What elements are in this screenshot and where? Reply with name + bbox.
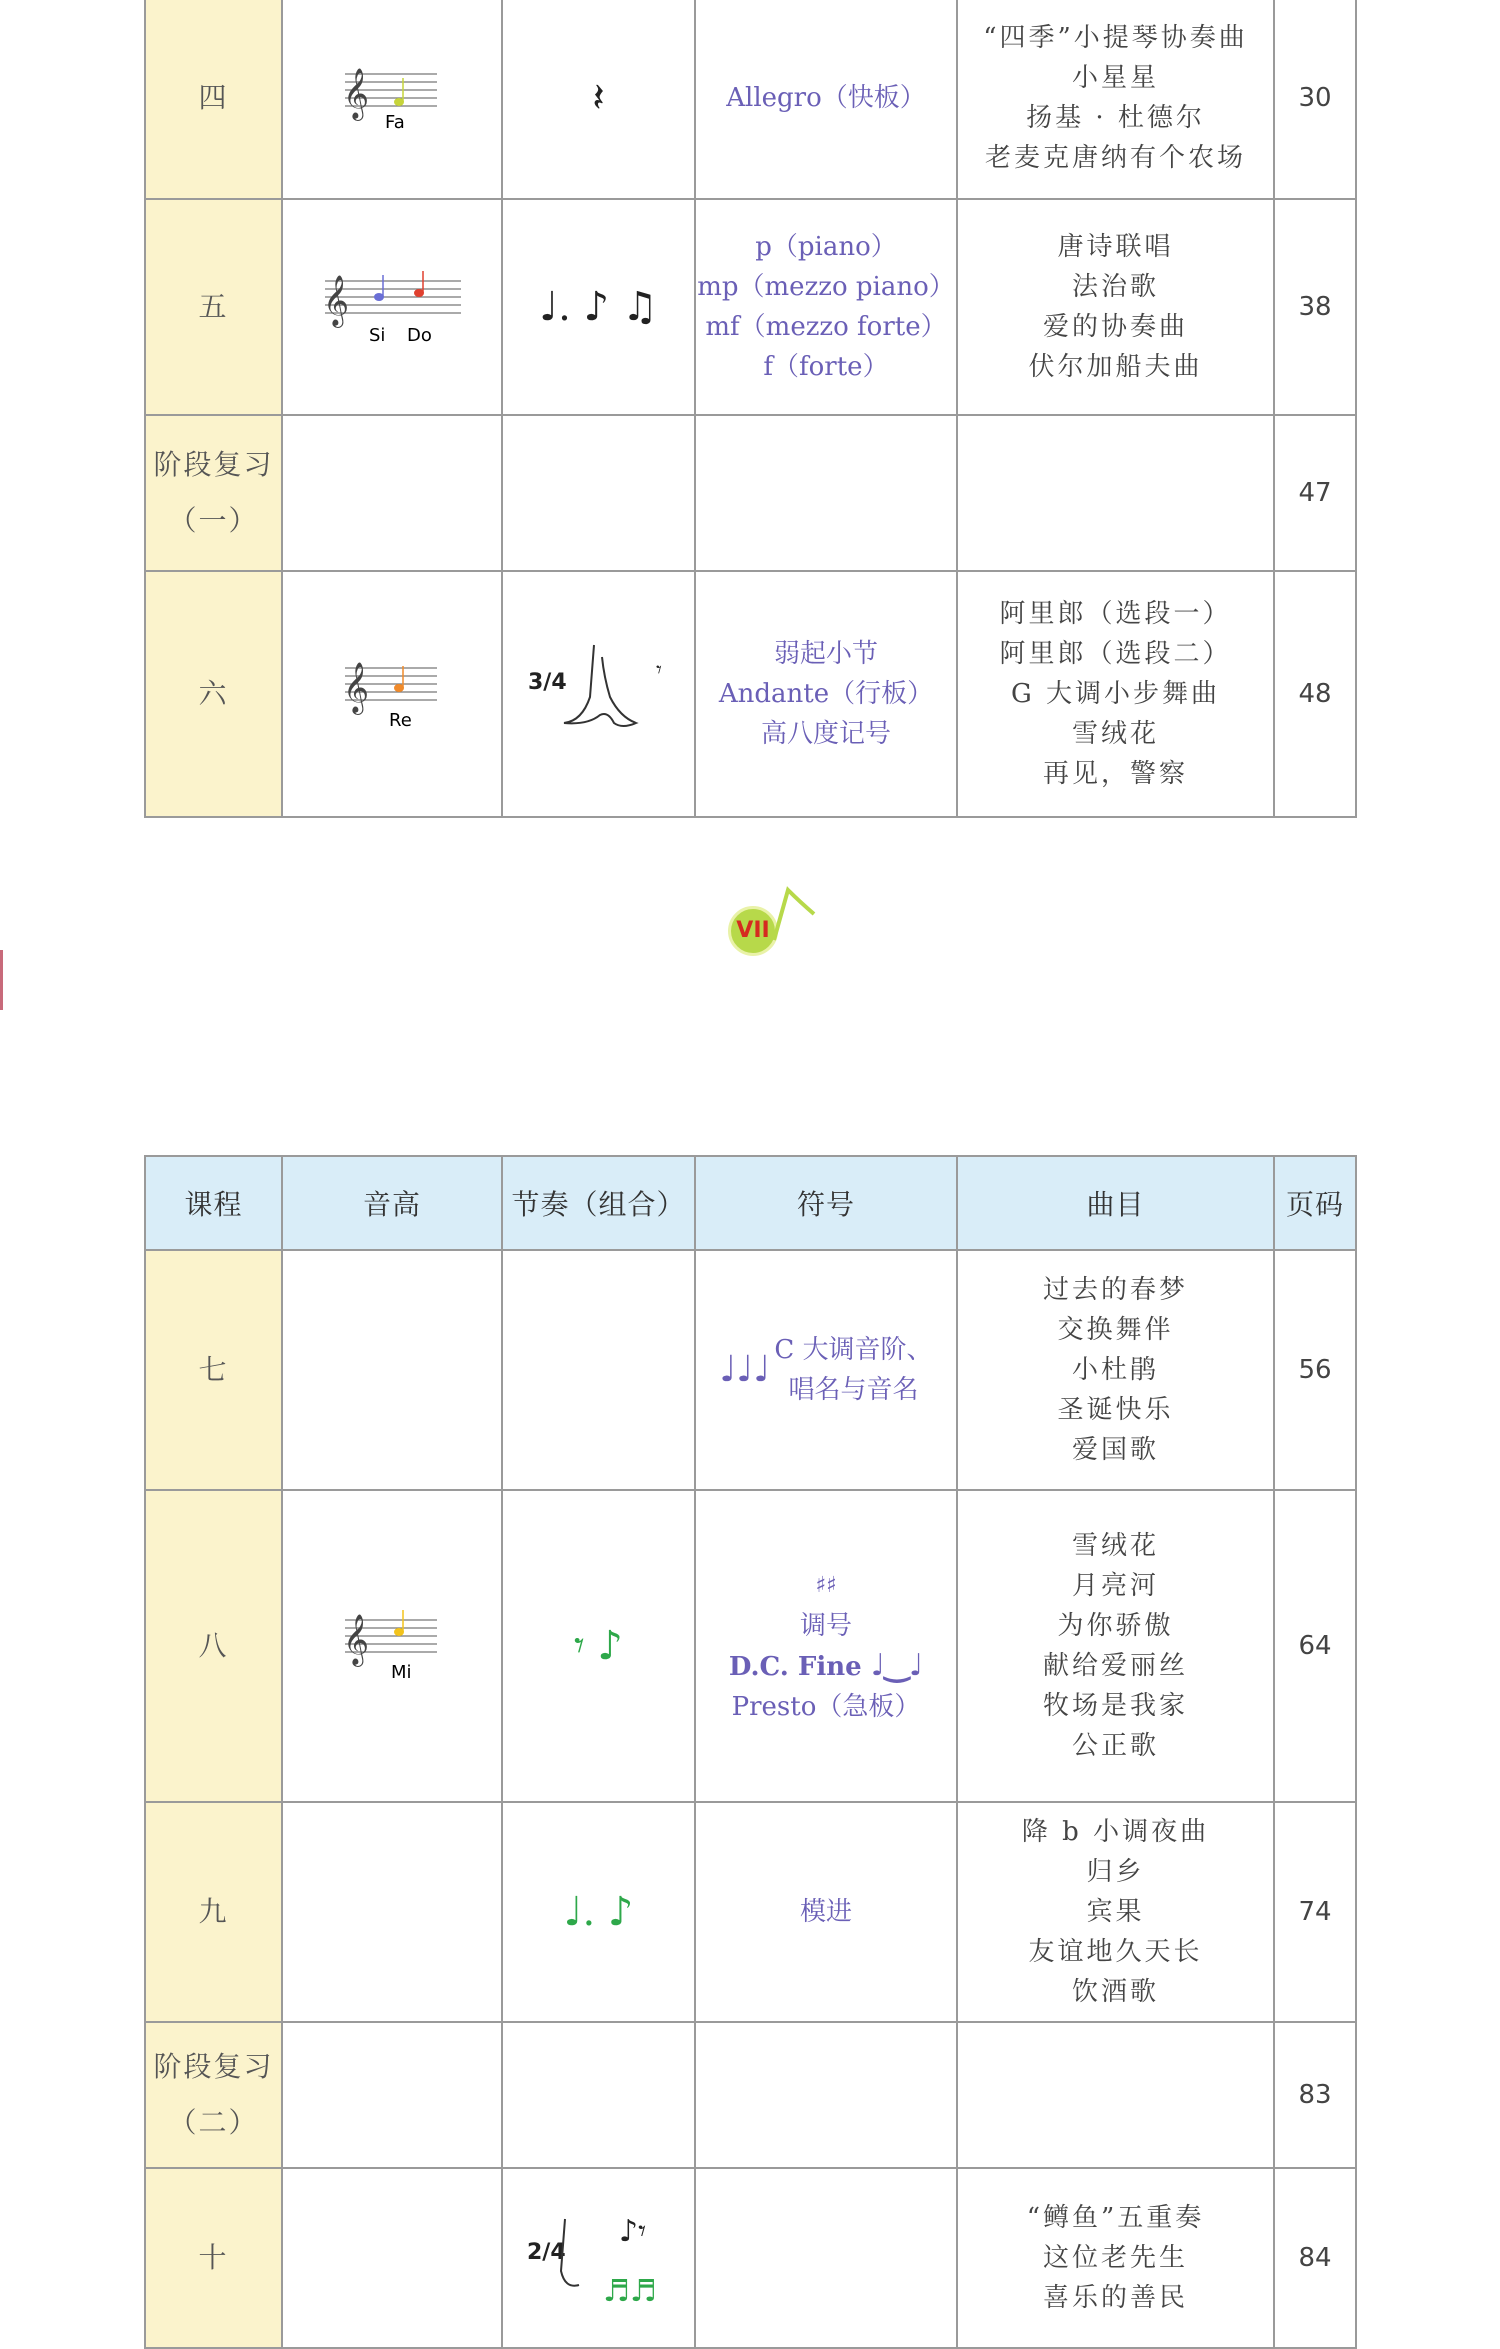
- rhythm-cell: [502, 571, 695, 817]
- lesson-label: 七: [198, 1353, 229, 1386]
- lesson-label: 四: [198, 81, 229, 114]
- symbol-cell: [695, 1802, 957, 2022]
- song-title: 唐诗联唱: [1057, 232, 1174, 262]
- song-title: 老麦克唐纳有个农场: [984, 143, 1246, 173]
- lesson-label: 六: [198, 677, 229, 710]
- symbol-text: mf（mezzo forte）: [705, 312, 947, 342]
- pitch-cell: [282, 1490, 502, 1802]
- pitch-name: Fa: [385, 112, 405, 132]
- symbol-text: Allegro（快板）: [726, 83, 926, 113]
- songs-cell: [957, 415, 1274, 571]
- lesson-cell: [145, 1802, 282, 2022]
- pitch-cell: [282, 415, 502, 571]
- song-title: 伏尔加船夫曲: [1028, 352, 1203, 382]
- key-signature-icon: ♯♯: [815, 1572, 837, 1598]
- symbol-cell: [695, 2022, 957, 2168]
- lesson-cell: [145, 571, 282, 817]
- treble-staff-si-do: [317, 265, 467, 345]
- songs-cell: [957, 2022, 1274, 2168]
- table-row: [145, 2168, 1356, 2348]
- conducting-pattern-3-4: [524, 637, 674, 747]
- symbol-text: Andante（行板）: [718, 679, 934, 709]
- header-songs: 曲目: [957, 1156, 1274, 1250]
- pitch-name: Do: [407, 325, 432, 345]
- header-page: 页码: [1274, 1156, 1356, 1250]
- page-number: 64: [1298, 1631, 1332, 1661]
- table-row: [145, 0, 1356, 199]
- song-title: G 大调小步舞曲: [1010, 679, 1221, 709]
- page-cell: [1274, 1802, 1356, 2022]
- songs-cell: [957, 1250, 1274, 1490]
- table-row: [145, 1802, 1356, 2022]
- symbol-cell: [695, 571, 957, 817]
- table-header-row: [145, 1156, 1356, 1250]
- rhythm-cell: [502, 199, 695, 415]
- page-cell: [1274, 0, 1356, 199]
- sixteenth-notes-icon: ♬♬: [602, 2274, 657, 2309]
- treble-staff-mi: [337, 1604, 447, 1684]
- rhythm-cell: [502, 415, 695, 571]
- page-cell: [1274, 1250, 1356, 1490]
- music-note-icon: [770, 884, 820, 944]
- symbol-text: Presto（急板）: [731, 1691, 921, 1722]
- symbol-text: 高八度记号: [760, 719, 891, 749]
- page-number-label: VII: [736, 918, 770, 943]
- rhythm-cell: [502, 2022, 695, 2168]
- page-cell: [1274, 571, 1356, 817]
- song-title: 扬基 · 杜德尔: [1026, 103, 1205, 133]
- song-title: 献给爱丽丝: [1042, 1651, 1188, 1681]
- treble-clef-icon: 𝄞: [343, 662, 370, 713]
- page-cell: [1274, 2022, 1356, 2168]
- pitch-name: Re: [389, 710, 412, 731]
- song-title: 圣诞快乐: [1057, 1395, 1174, 1425]
- lesson-label: 阶段复习: [153, 448, 274, 481]
- song-title: 交换舞伴: [1057, 1315, 1174, 1345]
- page-number: 38: [1298, 292, 1332, 322]
- symbol-cell: [695, 2168, 957, 2348]
- time-signature: 3/4: [527, 670, 567, 695]
- rhythm-symbol: 𝄽: [592, 75, 605, 121]
- songs-cell: [957, 199, 1274, 415]
- treble-clef-icon: 𝄞: [323, 275, 350, 326]
- song-title: 小星星: [1071, 63, 1159, 93]
- lesson-label: 十: [198, 2241, 229, 2274]
- song-title: 阿里郎（选段二）: [999, 639, 1232, 669]
- treble-staff-re: [337, 652, 447, 732]
- lesson-label: 阶段复习: [153, 2050, 274, 2083]
- pitch-cell: [282, 571, 502, 817]
- songs-cell: [957, 0, 1274, 199]
- rhythm-symbol: ♩. ♪ ♫: [539, 284, 658, 330]
- song-title: 雪绒花: [1071, 719, 1159, 749]
- song-title: 友谊地久天长: [1028, 1937, 1203, 1967]
- lesson-cell: [145, 2022, 282, 2168]
- song-title: 爱的协奏曲: [1042, 312, 1188, 342]
- songs-cell: [957, 1802, 1274, 2022]
- page-number: 84: [1298, 2243, 1332, 2273]
- symbol-cell: [695, 1250, 957, 1490]
- song-title: 饮酒歌: [1071, 1977, 1159, 2007]
- song-title: 过去的春梦: [1042, 1275, 1188, 1305]
- treble-clef-icon: 𝄞: [343, 1614, 370, 1665]
- pitch-name: Si: [369, 325, 386, 345]
- rhythm-cell: [502, 0, 695, 199]
- page-cell: [1274, 1490, 1356, 1802]
- pitch-cell: [282, 2168, 502, 2348]
- eighth-note-rest-icon: ♪𝄾: [618, 2214, 646, 2249]
- rhythm-cell: [502, 1802, 695, 2022]
- page-number: 47: [1298, 478, 1332, 508]
- symbol-cell: [695, 1490, 957, 1802]
- songs-cell: [957, 1490, 1274, 1802]
- lesson-label: 五: [198, 290, 229, 323]
- symbol-text: mp（mezzo piano）: [697, 272, 955, 302]
- symbol-cell: [695, 415, 957, 571]
- pitch-cell: [282, 0, 502, 199]
- rhythm-cell: [502, 1490, 695, 1802]
- pitch-cell: [282, 2022, 502, 2168]
- pitch-name: Mi: [391, 1662, 412, 1683]
- symbol-text: 唱名与音名: [788, 1375, 919, 1405]
- lesson-cell: [145, 1490, 282, 1802]
- lesson-cell: [145, 1250, 282, 1490]
- lesson-label: 九: [198, 1895, 229, 1928]
- table-row: [145, 2022, 1356, 2168]
- pitch-cell: [282, 1250, 502, 1490]
- rest-icon: 𝄾: [655, 658, 662, 683]
- lesson-label: （二）: [168, 2106, 259, 2139]
- symbol-text: 弱起小节: [773, 639, 878, 669]
- page-cell: [1274, 2168, 1356, 2348]
- lesson-cell: [145, 0, 282, 199]
- header-rhythm: 节奏（组合）: [502, 1156, 695, 1250]
- song-title: 爱国歌: [1071, 1435, 1159, 1465]
- tied-notes-icon: ♩‿♩: [870, 1647, 924, 1683]
- table-row: [145, 415, 1356, 571]
- pitch-cell: [282, 1802, 502, 2022]
- page-number: 83: [1298, 2080, 1332, 2110]
- song-title: “鳟鱼”五重奏: [1026, 2203, 1205, 2233]
- curriculum-table-part1: [144, 0, 1357, 818]
- header-pitch: 音高: [282, 1156, 502, 1250]
- table-row: [145, 199, 1356, 415]
- songs-cell: [957, 571, 1274, 817]
- symbol-text: f（forte）: [763, 352, 889, 382]
- song-title: 公正歌: [1071, 1731, 1159, 1761]
- lesson-cell: [145, 415, 282, 571]
- symbol-text: C 大调音阶、: [774, 1335, 933, 1365]
- symbol-text: p（piano）: [755, 232, 897, 262]
- symbol-cell: [695, 0, 957, 199]
- symbol-text: 调号: [799, 1610, 852, 1641]
- table-row: [145, 1250, 1356, 1490]
- time-signature: 2/4: [526, 2240, 566, 2265]
- lesson-cell: [145, 199, 282, 415]
- treble-staff-fa: [337, 60, 447, 132]
- table-row: [145, 1490, 1356, 1802]
- page-cell: [1274, 199, 1356, 415]
- song-title: 归乡: [1086, 1857, 1145, 1887]
- lesson-label: 八: [198, 1629, 229, 1662]
- symbol-cell: [695, 199, 957, 415]
- header-lesson: 课程: [145, 1156, 282, 1250]
- edge-marker: [0, 950, 3, 1010]
- pitch-cell: [282, 199, 502, 415]
- scale-notes-icon: ♩♩♩: [719, 1349, 771, 1390]
- rhythm-cell: [502, 1250, 695, 1490]
- page-cell: [1274, 415, 1356, 571]
- song-title: 雪绒花: [1071, 1531, 1159, 1561]
- song-title: 法治歌: [1071, 272, 1159, 302]
- curriculum-table-part2: [144, 1155, 1357, 2349]
- page-number: 56: [1298, 1355, 1332, 1385]
- song-title: 阿里郎（选段一）: [999, 599, 1232, 629]
- page-number: 48: [1298, 679, 1332, 709]
- song-title: 降 b 小调夜曲: [1021, 1817, 1210, 1847]
- song-title: 为你骄傲: [1057, 1611, 1174, 1641]
- song-title: “四季”小提琴协奏曲: [983, 23, 1248, 53]
- page-number: 74: [1298, 1897, 1332, 1927]
- lesson-cell: [145, 2168, 282, 2348]
- symbol-text: 模进: [799, 1897, 852, 1927]
- treble-clef-icon: 𝄞: [343, 68, 370, 119]
- song-title: 牧场是我家: [1042, 1691, 1188, 1721]
- song-title: 再见，警察: [1042, 759, 1188, 789]
- song-title: 这位老先生: [1042, 2243, 1188, 2273]
- dc-fine-line: [696, 1646, 956, 1687]
- song-title: 小杜鹃: [1071, 1355, 1159, 1385]
- header-symbols: 符号: [695, 1156, 957, 1250]
- symbol-text: D.C. Fine: [728, 1651, 862, 1682]
- rhythm-symbol: 𝄾 ♪: [574, 1623, 623, 1669]
- songs-cell: [957, 2168, 1274, 2348]
- song-title: 月亮河: [1071, 1571, 1159, 1601]
- page-number: 30: [1298, 83, 1332, 113]
- rhythm-cell: [502, 2168, 695, 2348]
- song-title: 宾果: [1086, 1897, 1145, 1927]
- lesson-label: （一）: [168, 504, 259, 537]
- table-row: [145, 571, 1356, 817]
- rhythm-symbol: ♩. ♪: [563, 1889, 634, 1935]
- song-title: 喜乐的善民: [1042, 2283, 1188, 2313]
- conducting-pattern-2-4: [519, 2201, 679, 2311]
